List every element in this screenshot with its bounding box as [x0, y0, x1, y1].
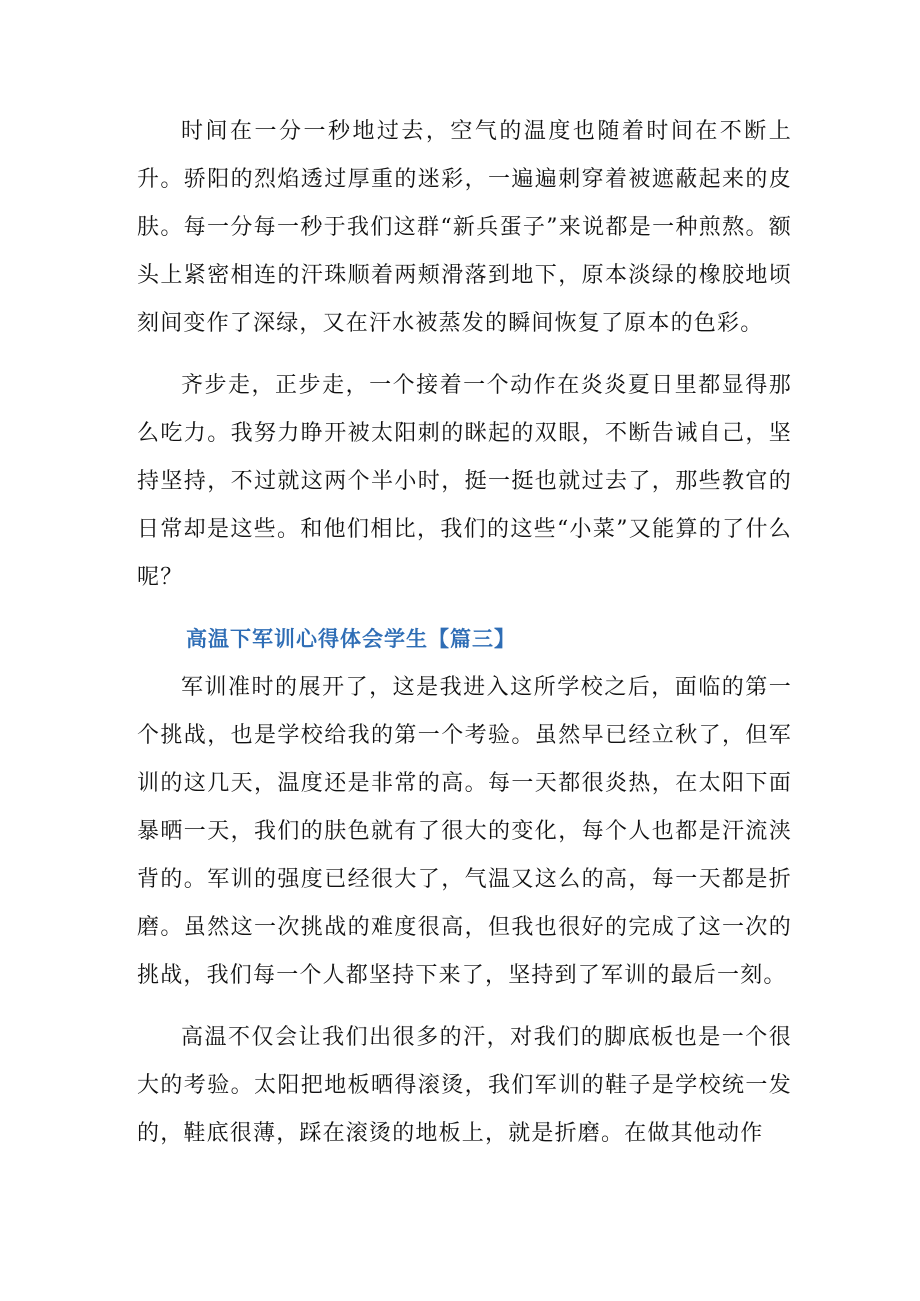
paragraph-4: 高温不仅会让我们出很多的汗，对我们的脚底板也是一个很大的考验。太阳把地板晒得滚烫，我们军训的鞋子是学校统一发的，鞋底很薄，踩在滚烫的地板上，就是折磨。在做其他动作: [137, 1025, 792, 1146]
paragraph-1: 时间在一分一秒地过去，空气的温度也随着时间在不断上升。骄阳的烈焰透过厚重的迷彩，一遍遍刺穿着被遮蔽起来的皮肤。每一分每一秒于我们这群“新兵蛋子”来说都是一种煎熬。额头上紧密相连的汗珠顺着两颊滑落到地下，原本淡绿的橡胶地顷刻间变作了深绿，又在汗水被蒸发的瞬间恢复了原本的色彩。: [137, 119, 792, 336]
section-heading: 高温下军训心得体会学生【篇三】: [186, 627, 516, 651]
paragraph-3: 军训准时的展开了，这是我进入这所学校之后，面临的第一个挑战，也是学校给我的第一个考验。虽然早已经立秋了，但军训的这几天，温度还是非常的高。每一天都很炎热，在太阳下面暴晒一天，我们的肤色就有了很大的变化，每个人也都是汗流浃背的。军训的强度已经很大了，气温又这么的高，每一天都是折磨。虽然这一次挑战的难度很高，但我也很好的完成了这一次的挑战，我们每一个人都坚持下来了，坚持到了军训的最后一刻。: [137, 675, 792, 988]
paragraph-2: 齐步走，正步走，一个接着一个动作在炎炎夏日里都显得那么吃力。我努力睁开被太阳刺的眯起的双眼，不断告诫自己，坚持坚持，不过就这两个半小时，挺一挺也就过去了，那些教官的日常却是这些。和他们相比，我们的这些“小菜”又能算的了什么呢？: [137, 373, 792, 590]
